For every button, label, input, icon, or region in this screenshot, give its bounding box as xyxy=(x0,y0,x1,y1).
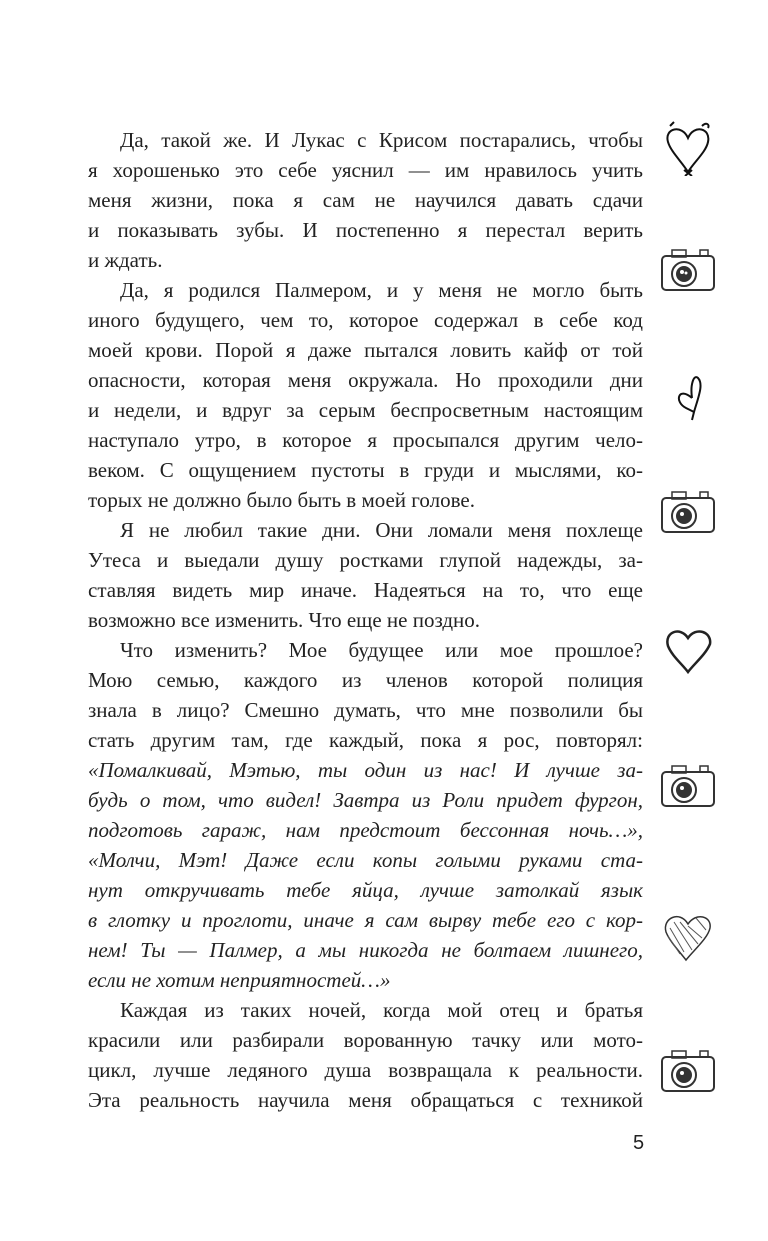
text-line: будь о том, что видел! Завтра из Роли придет фургон, xyxy=(88,788,643,812)
text-line: Что изменить? Мое будущее или мое прошлое? xyxy=(120,638,643,662)
text-line: цикл, лучше ледяного душа возвращала к реальности. xyxy=(88,1058,643,1082)
text-line: нем! Ты — Палмер, а мы никогда не болтаем лишнего, xyxy=(88,938,643,962)
text-line: Мою семью, каждого из членов которой полиция xyxy=(88,668,643,692)
text-line: Утеса и выедали душу ростками глупой надежды, за- xyxy=(88,548,643,572)
text-line: веком. С ощущением пустоты в груди и мыслями, ко- xyxy=(88,458,643,482)
text-line: знала в лицо? Смешно думать, что мне позволили бы xyxy=(88,698,643,722)
text-line: моей крови. Порой я даже пытался ловить кайф от той xyxy=(88,338,643,362)
text-line: и показывать зубы. И постепенно я перестал верить xyxy=(88,218,643,242)
text-line: я хорошенько это себе уяснил — им нравилось учить xyxy=(88,158,643,182)
camera-doodle-icon xyxy=(658,484,718,540)
text-line: ставляя видеть мир иначе. Надеяться на то, что еще xyxy=(88,578,643,602)
text-line: Каждая из таких ночей, когда мой отец и братья xyxy=(120,998,643,1022)
text-line: опасности, которая меня окружала. Но проходили дни xyxy=(88,368,643,392)
text-line: подготовь гараж, нам предстоит бессонная ночь…», xyxy=(88,818,643,842)
page-text xyxy=(88,125,643,1115)
text-line: «Молчи, Мэт! Даже если копы голыми руками ста- xyxy=(88,848,643,872)
text-line: Я не любил такие дни. Они ломали меня похлеще xyxy=(120,518,643,542)
text-line: и недели, и вдруг за серым беспросветным настоящим xyxy=(88,398,643,422)
page-number: 5 xyxy=(633,1132,645,1154)
text-line: стать другим там, где каждый, пока я рос, повторял: xyxy=(88,728,643,752)
camera-doodle-icon xyxy=(658,242,718,298)
text-line: в глотку и проглоти, иначе я сам вырву тебе его с кор- xyxy=(88,908,643,932)
text-line: нут откручивать тебе яйца, лучше затолкай язык xyxy=(88,878,643,902)
text-line: если не хотим неприятностей…» xyxy=(88,968,391,992)
heart-doodle-icon xyxy=(658,120,718,176)
text-line: иного будущего, чем то, которое содержал в себе код xyxy=(88,308,643,332)
text-line: торых не должно было быть в моей голове. xyxy=(88,488,475,512)
text-line: красили или разбирали ворованную тачку или мото- xyxy=(88,1028,643,1052)
heart-outline-icon xyxy=(658,368,718,424)
text-line: Да, такой же. И Лукас с Крисом постарались, чтобы xyxy=(120,128,643,152)
text-line: «Помалкивай, Мэтью, ты один из нас! И лучше за- xyxy=(88,758,643,782)
text-line: Да, я родился Палмером, и у меня не могло быть xyxy=(120,278,643,302)
text-line: и ждать. xyxy=(88,248,163,272)
text-line: возможно все изменить. Что еще не поздно. xyxy=(88,608,481,632)
text-line: Эта реальность научила меня обращаться с техникой xyxy=(88,1088,643,1112)
camera-doodle-icon xyxy=(658,1043,718,1099)
heart-doodle-icon xyxy=(658,622,718,678)
camera-doodle-icon xyxy=(658,758,718,814)
text-line: меня жизни, пока я сам не научился давать сдачи xyxy=(88,188,643,212)
text-line: наступало утро, в которое я просыпался другим чело- xyxy=(88,428,643,452)
scribble-heart-icon xyxy=(658,908,718,964)
